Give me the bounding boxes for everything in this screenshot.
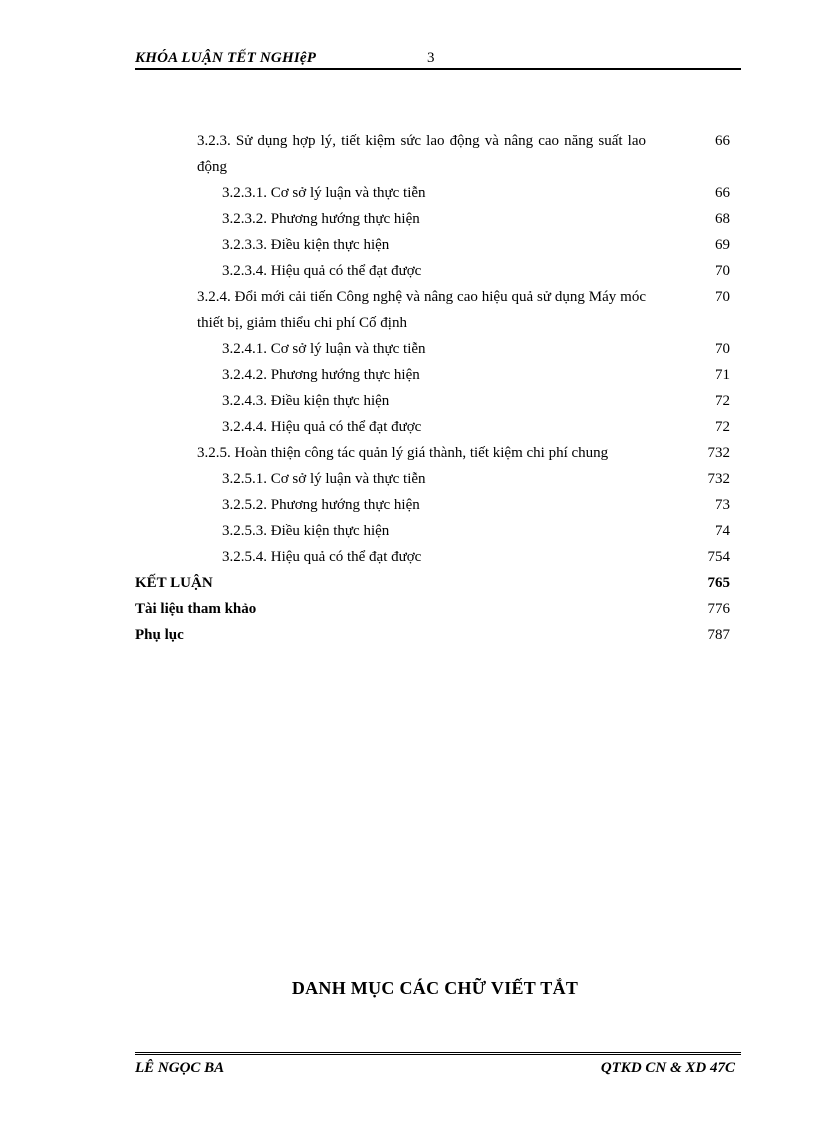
toc-entry-page: 776 xyxy=(707,601,730,617)
toc-entry-text: 3.2.5.3. Điều kiện thực hiện xyxy=(222,523,390,539)
footer-author: LÊ NGỌC BA xyxy=(135,1060,225,1076)
toc-entry[interactable] xyxy=(135,180,730,206)
toc-entry-text: 3.2.3.1. Cơ sở lý luận và thực tiễn xyxy=(222,185,426,201)
toc-entry-page: 70 xyxy=(715,263,730,279)
toc-entry-page: 70 xyxy=(715,341,730,357)
toc-entry-text: Phụ lục xyxy=(135,627,184,643)
toc-entry-text: 3.2.3.2. Phương hướng thực hiện xyxy=(222,211,420,227)
toc-entry-text: Tài liệu tham khảo xyxy=(135,601,257,617)
toc-entry[interactable] xyxy=(135,206,730,232)
toc-entry-conclusion[interactable] xyxy=(135,570,730,596)
toc-entry[interactable] xyxy=(135,258,730,284)
toc-entry[interactable] xyxy=(135,232,730,258)
toc-entry[interactable] xyxy=(135,440,730,466)
section-title: DANH MỤC CÁC CHỮ VIẾT TẮT xyxy=(291,978,579,998)
toc-entry-text: 3.2.3.3. Điều kiện thực hiện xyxy=(222,237,390,253)
toc-entry-text: 3.2.3. Sử dụng hợp lý, tiết kiệm sức lao động và nâng cao năng suất lao động xyxy=(197,133,646,175)
toc-entry-text: 3.2.3.4. Hiệu quả có thể đạt được xyxy=(222,263,422,279)
toc-entry[interactable] xyxy=(135,128,730,180)
toc-entry[interactable] xyxy=(135,284,730,336)
toc-entry-page: 71 xyxy=(715,367,730,383)
toc-entry[interactable] xyxy=(135,388,730,414)
toc-entry-references[interactable] xyxy=(135,596,730,622)
toc-entry[interactable] xyxy=(135,414,730,440)
toc-entry-page: 73 xyxy=(715,497,730,513)
toc-entry-page: 68 xyxy=(715,211,730,227)
page-header xyxy=(135,48,741,70)
toc-entry-page: 72 xyxy=(715,393,730,409)
toc-entry[interactable] xyxy=(135,466,730,492)
toc-entry-page: 754 xyxy=(707,549,730,565)
footer-class: QTKD CN & XD 47C xyxy=(600,1060,735,1076)
toc-entry-text: 3.2.4.2. Phương hướng thực hiện xyxy=(222,367,420,383)
toc-entry-page: 70 xyxy=(715,289,730,305)
toc-entry[interactable] xyxy=(135,336,730,362)
toc-entry-page: 74 xyxy=(715,523,730,539)
toc-entry-text: 3.2.5.2. Phương hướng thực hiện xyxy=(222,497,420,513)
toc-entry-text: 3.2.4.1. Cơ sở lý luận và thực tiễn xyxy=(222,341,426,357)
toc-entry-page: 787 xyxy=(707,627,730,643)
toc-entry-text: 3.2.5.4. Hiệu quả có thể đạt được xyxy=(222,549,422,565)
toc-entry[interactable] xyxy=(135,492,730,518)
toc-entry[interactable] xyxy=(135,362,730,388)
toc-entry-text: 3.2.5. Hoàn thiện công tác quản lý giá thành, tiết kiệm chi phí chung xyxy=(197,445,609,461)
toc-entry-page: 66 xyxy=(715,133,730,149)
header-title: KHÓA LUẬN TẾT NGHIệP xyxy=(135,50,317,66)
toc-entry-page: 69 xyxy=(715,237,730,253)
toc-entry-page: 72 xyxy=(715,419,730,435)
toc-entry-page: 732 xyxy=(707,471,730,487)
toc-entry[interactable] xyxy=(135,518,730,544)
table-of-contents xyxy=(135,128,730,648)
toc-entry-text: KẾT LUẬN xyxy=(135,575,213,591)
toc-entry-appendix[interactable] xyxy=(135,622,730,648)
toc-entry-page: 765 xyxy=(707,575,730,591)
page-footer xyxy=(135,1052,741,1077)
toc-entry[interactable] xyxy=(135,544,730,570)
toc-entry-page: 732 xyxy=(707,445,730,461)
toc-entry-text: 3.2.4. Đổi mới cải tiến Công nghệ và nâng cao hiệu quả sử dụng Máy móc thiết bị, giảm thiểu chi phí Cố định xyxy=(197,289,646,331)
toc-entry-text: 3.2.4.3. Điều kiện thực hiện xyxy=(222,393,390,409)
toc-entry-text: 3.2.4.4. Hiệu quả có thể đạt được xyxy=(222,419,422,435)
toc-entry-text: 3.2.5.1. Cơ sở lý luận và thực tiễn xyxy=(222,471,426,487)
header-page-number: 3 xyxy=(427,50,435,66)
toc-entry-page: 66 xyxy=(715,185,730,201)
